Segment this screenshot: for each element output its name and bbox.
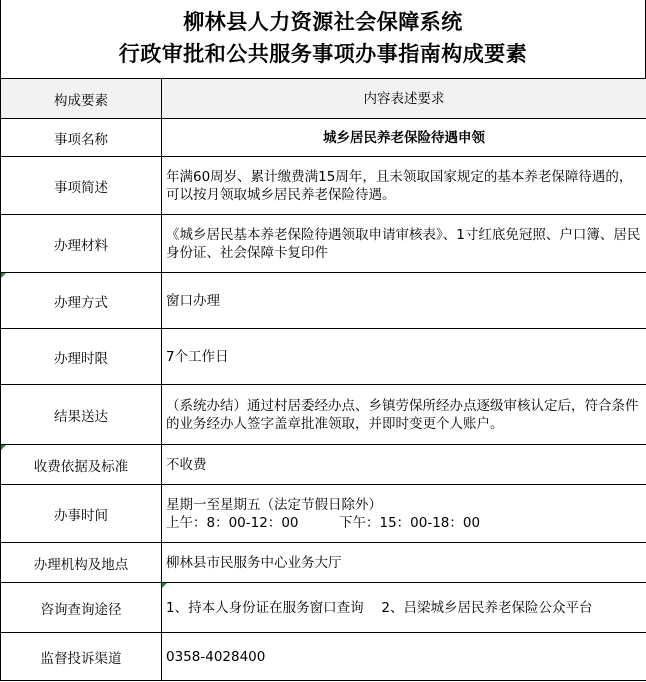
document-title bbox=[0, 0, 646, 78]
row-value bbox=[162, 485, 646, 543]
table-row bbox=[1, 543, 646, 583]
row-value: 城乡居民养老保险待遇申领 bbox=[162, 119, 646, 157]
row-key: 监督投诉渠道 bbox=[1, 633, 162, 681]
title-line-2: 行政审批和公共服务事项办事指南构成要素 bbox=[118, 42, 528, 66]
row-value: 窗口办理 bbox=[162, 273, 646, 329]
header-col-element: 构成要素 bbox=[1, 79, 162, 119]
row-key: 办理材料 bbox=[1, 215, 162, 273]
table-row bbox=[1, 583, 646, 633]
table-row bbox=[1, 119, 646, 157]
row-value: 0358-4028400 bbox=[162, 633, 646, 681]
row-value: 柳林县市民服务中心业务大厅 bbox=[162, 543, 646, 583]
row-key: 事项名称 bbox=[1, 119, 162, 157]
row-value: 1、持本人身份证在服务窗口查询 2、吕梁城乡居民养老保险公众平台 bbox=[162, 583, 646, 633]
table-row bbox=[1, 445, 646, 485]
row-key: 办理机构及地点 bbox=[1, 543, 162, 583]
row-key: 办理时限 bbox=[1, 329, 162, 385]
table-row bbox=[1, 633, 646, 681]
row-key: 收费依据及标准 bbox=[1, 445, 162, 485]
header-col-requirement: 内容表述要求 bbox=[162, 79, 646, 119]
table-row bbox=[1, 385, 646, 445]
row-value: 不收费 bbox=[162, 445, 646, 485]
office-hours-days: 星期一至星期五（法定节假日除外） bbox=[166, 496, 382, 513]
table-row bbox=[1, 485, 646, 543]
table-row bbox=[1, 329, 646, 385]
row-key: 办事时间 bbox=[1, 485, 162, 543]
row-key: 办理方式 bbox=[1, 273, 162, 329]
row-key: 事项简述 bbox=[1, 157, 162, 215]
header-row bbox=[1, 79, 646, 119]
row-value: 年满60周岁、累计缴费满15周年，且未领取国家规定的基本养老保障待遇的，可以按月领取城乡居民养老保险待遇。 bbox=[162, 157, 646, 215]
row-value: 《城乡居民基本养老保险待遇领取申请审核表》、1寸红底免冠照、户口簿、居民身份证、社会保障卡复印件 bbox=[162, 215, 646, 273]
guide-table bbox=[0, 78, 646, 681]
row-key: 结果送达 bbox=[1, 385, 162, 445]
table-row bbox=[1, 157, 646, 215]
row-value: （系统办结）通过村居委经办点、乡镇劳保所经办点逐级审核认定后，符合条件的业务经办人签字盖章批准领取，并即时变更个人账户。 bbox=[162, 385, 646, 445]
office-hours-times: 上午：8：00-12：00 下午：15：00-18：00 bbox=[166, 514, 481, 531]
row-key: 咨询查询途径 bbox=[1, 583, 162, 633]
title-line-1: 柳林县人力资源社会保障系统 bbox=[183, 10, 463, 34]
table-row bbox=[1, 215, 646, 273]
table-row bbox=[1, 273, 646, 329]
row-value: 7个工作日 bbox=[162, 329, 646, 385]
